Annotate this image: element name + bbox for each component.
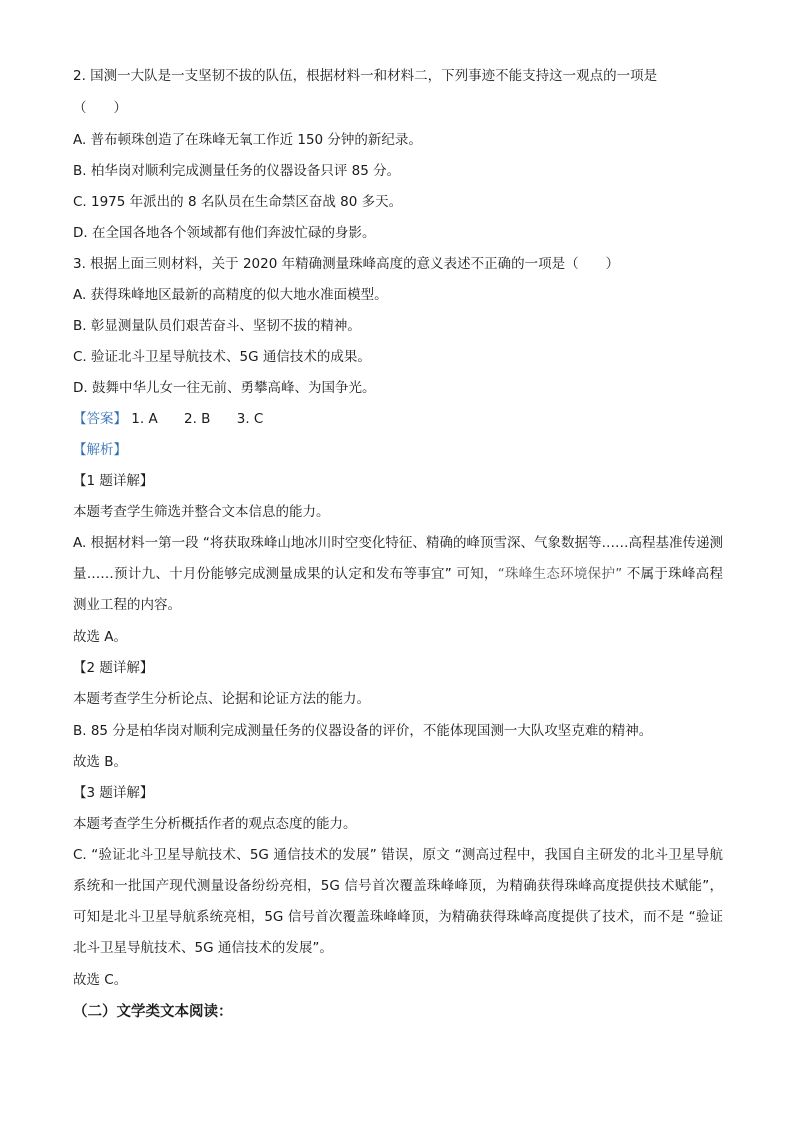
- detail1-body: [73, 528, 723, 621]
- detail3-label: 【3 题详解】: [73, 785, 154, 801]
- detail2-intro: 本题考查学生分析论点、论据和论证方法的能力。: [73, 691, 370, 707]
- q2-option-d: D. 在全国各地各个领域都有他们奔波忙碌的身影。: [73, 225, 376, 241]
- detail1-body-quote: “珠峰生态环境保护”: [497, 566, 623, 582]
- q2-stem: 2. 国测一大队是一支坚韧不拔的队伍，根据材料一和材料二，下列事迹不能支持这一观点的一项是: [73, 68, 658, 84]
- answer-item-1: 1. A: [131, 411, 158, 427]
- q3-option-a: A. 获得珠峰地区最新的高精度的似大地水准面模型。: [73, 287, 388, 303]
- detail1-label: 【1 题详解】: [73, 473, 154, 489]
- detail3-body: C. “验证北斗卫星导航技术、5G 通信技术的发展” 错误，原文 “测高过程中，我国自主研发的北斗卫星导航系统和一批国产现代测量设备纷纷亮相，5G 信号首次覆盖珠峰峰顶，为精确获得珠峰高度提供技术赋能”，可知是北斗卫星导航系统亮相，5G 信号首次覆盖珠峰峰顶，为精确获得珠峰高度提供了技术，而不是 “验证北斗卫星导航技术、5G 通信技术的发展”。: [73, 847, 723, 956]
- detail1-body-b: 不属于珠峰高程测业工程的内容。: [73, 566, 723, 613]
- detail2-conclusion: 故选 B。: [73, 754, 128, 770]
- q2-paren: （ ）: [73, 100, 127, 116]
- q2-option-a: A. 普布顿珠创造了在珠峰无氧工作近 150 分钟的新纪录。: [73, 132, 422, 148]
- q3-option-d: D. 鼓舞中华儿女一往无前、勇攀高峰、为国争光。: [73, 380, 376, 396]
- detail2-label: 【2 题详解】: [73, 660, 154, 676]
- q3-option-c: C. 验证北斗卫星导航技术、5G 通信技术的成果。: [73, 349, 371, 365]
- detail1-conclusion: 故选 A。: [73, 629, 128, 645]
- q2-option-b: B. 柏华岗对顺利完成测量任务的仪器设备只评 85 分。: [73, 163, 401, 179]
- detail1-body-a: A. 根据材料一第一段 “将获取珠峰山地冰川时空变化特征、精确的峰顶雪深、气象数据等……高程基准传递测量……预计九、十月份能够完成测量成果的认定和发布等事宜” 可知，: [73, 535, 723, 582]
- detail3-conclusion: 故选 C。: [73, 972, 128, 988]
- answer-label: 【答案】: [73, 411, 127, 427]
- detail1-intro: 本题考查学生筛选并整合文本信息的能力。: [73, 504, 330, 520]
- detail2-body: B. 85 分是柏华岗对顺利完成测量任务的仪器设备的评价，不能体现国测一大队攻坚克难的精神。: [73, 723, 653, 739]
- answer-item-3: 3. C: [236, 411, 264, 427]
- answer-item-2: 2. B: [184, 411, 211, 427]
- answer-row: [73, 409, 285, 429]
- analysis-label: 【解析】: [73, 442, 127, 458]
- section-title: （二）文学类文本阅读：: [73, 1004, 233, 1020]
- q2-option-c: C. 1975 年派出的 8 名队员在生命禁区奋战 80 多天。: [73, 194, 403, 210]
- detail3-intro: 本题考查学生分析概括作者的观点态度的能力。: [73, 816, 357, 832]
- q3-option-b: B. 彰显测量队员们艰苦奋斗、坚韧不拔的精神。: [73, 318, 361, 334]
- q3-stem: 3. 根据上面三则材料，关于 2020 年精确测量珠峰高度的意义表述不正确的一项是（ ）: [73, 256, 620, 272]
